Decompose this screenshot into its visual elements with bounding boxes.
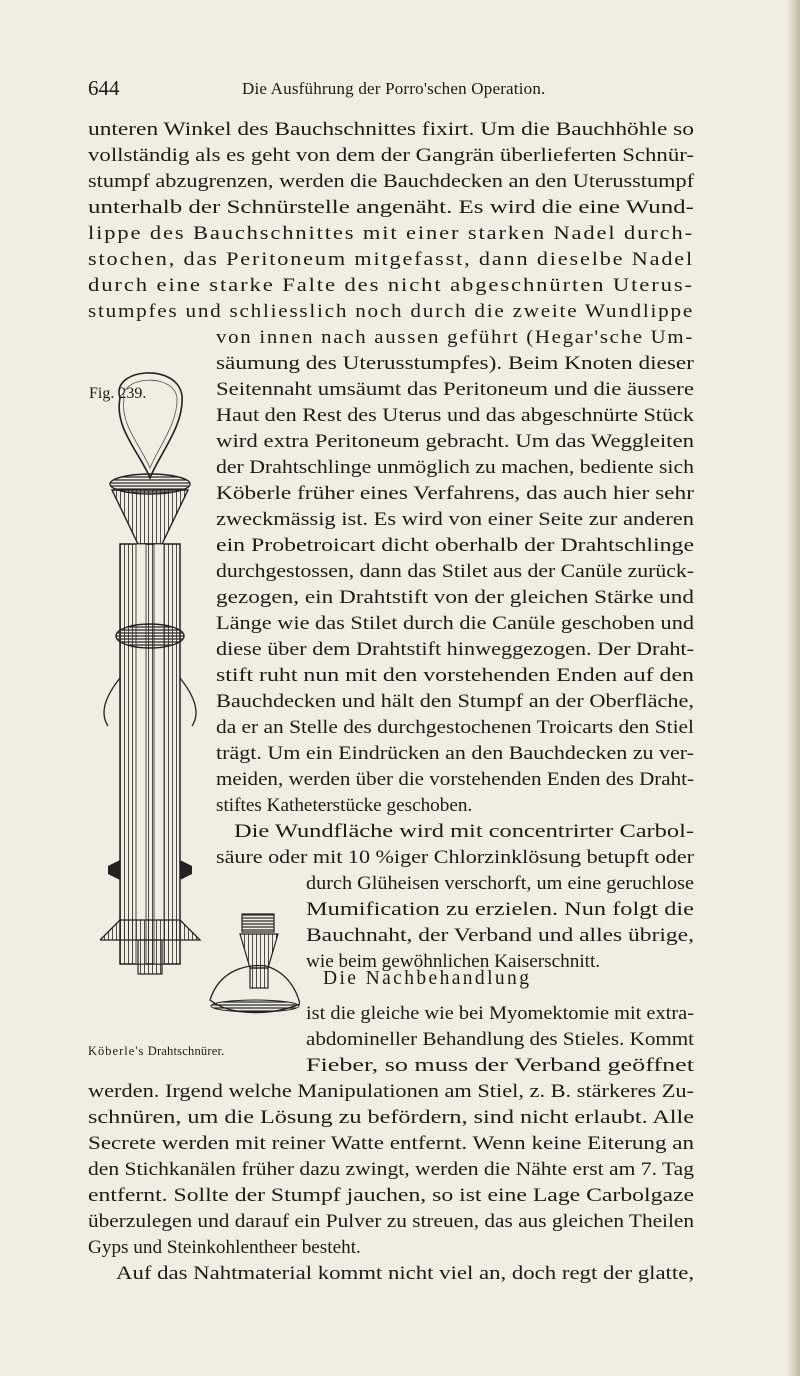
text-line: durchgestossen, dann das Stilet aus der Canüle zurück-: [216, 561, 695, 582]
text-line: wie beim gewöhnlichen Kaiserschnitt.: [306, 951, 601, 972]
text-line: Fieber, so muss der Verband geöffnet: [306, 1055, 695, 1076]
text-line: trägt. Um ein Eindrücken an den Bauchdecken zu ver-: [216, 743, 695, 764]
figure-label: Fig. 239.: [89, 385, 147, 402]
text-line: schnüren, um die Lösung zu befördern, sind nicht erlaubt. Alle: [88, 1107, 694, 1128]
text-line: gezogen, ein Drahtstift von der gleichen Stärke und: [216, 587, 694, 608]
text-line: durch eine starke Falte des nicht abgeschnürten Uterus-: [88, 275, 694, 296]
text-line: der Drahtschlinge unmöglich zu machen, bediente sich: [216, 457, 695, 478]
drahtschnuerer-illustration: [100, 368, 300, 1020]
text-line: entfernt. Sollte der Stumpf jauchen, so ist eine Lage Carbolgaze: [88, 1185, 695, 1206]
text-line: säure oder mit 10 %iger Chlorzinklösung betupft oder: [216, 847, 694, 868]
page-edge: [786, 0, 800, 1376]
text-line: werden. Irgend welche Manipulationen am Stiel, z. B. stärkeres Zu-: [88, 1081, 695, 1102]
text-line: Bauchdecken und hält den Stumpf an der Oberfläche,: [216, 691, 695, 712]
text-line: diese über dem Drahtstift hinweggezogen. Der Draht-: [216, 639, 694, 660]
running-title: Die Ausführung der Porro'schen Operation.: [242, 79, 546, 98]
text-line: lippe des Bauchschnittes mit einer starken Nadel durch-: [88, 223, 694, 244]
page-number: 644: [88, 76, 120, 100]
text-line: Haut den Rest des Uterus und das abgeschnürte Stück: [216, 405, 694, 426]
text-line: ein Probetroicart dicht oberhalb der Drahtschlinge: [216, 535, 695, 556]
text-line: durch Glüheisen verschorft, um eine geruchlose: [306, 873, 695, 894]
text-line: unterhalb der Schnürstelle angenäht. Es wird die eine Wund-: [88, 197, 694, 218]
text-line: stumpfes und schliesslich noch durch die zweite Wundlippe: [88, 301, 694, 322]
text-line: meiden, werden über die vorstehenden Enden des Draht-: [216, 769, 695, 790]
text-line: wird extra Peritoneum gebracht. Um das Weggleiten: [216, 431, 694, 452]
section-heading: Die Nachbehandlung: [323, 968, 532, 989]
text-line: ist die gleiche wie bei Myomektomie mit extra-: [306, 1003, 694, 1024]
text-line: stiftes Katheterstücke geschoben.: [216, 795, 473, 816]
text-line: stift ruht nun mit den vorstehenden Enden auf den: [216, 665, 694, 686]
text-line: abdomineller Behandlung des Stieles. Kommt: [306, 1029, 695, 1050]
text-line: da er an Stelle des durchgestochenen Troicarts den Stiel: [216, 717, 694, 738]
text-line: unteren Winkel des Bauchschnittes fixirt. Um die Bauchhöhle so: [88, 119, 694, 140]
text-line: von innen nach aussen geführt (Hegar'sche Um-: [216, 327, 695, 348]
text-line: Secrete werden mit reiner Watte entfernt. Wenn keine Eiterung an: [88, 1133, 695, 1154]
figure-caption-rest: Drahtschnürer.: [147, 1044, 225, 1058]
figure-caption-name: Köberle's: [88, 1044, 145, 1058]
text-line: stumpf abzugrenzen, werden die Bauchdecken an den Uterusstumpf: [88, 171, 694, 192]
text-line: Seitennaht umsäumt das Peritoneum und die äussere: [216, 379, 694, 400]
figure-caption: [88, 1044, 224, 1059]
text-line: Mumification zu erzielen. Nun folgt die: [306, 899, 694, 920]
text-line: Bauchnaht, der Verband und alles übrige,: [306, 925, 695, 946]
text-line: vollständig als es geht von dem der Gangrän überlieferten Schnür-: [88, 145, 694, 166]
text-line: überzulegen und darauf ein Pulver zu streuen, das aus gleichen Theilen: [88, 1211, 695, 1232]
text-line: den Stichkanälen früher dazu zwingt, werden die Nähte erst am 7. Tag: [88, 1159, 694, 1180]
text-line: Auf das Nahtmaterial kommt nicht viel an, doch regt der glatte,: [116, 1263, 695, 1284]
text-line: Länge wie das Stilet durch die Canüle geschoben und: [216, 613, 694, 634]
text-line: Köberle früher eines Verfahrens, das auch hier sehr: [216, 483, 694, 504]
text-line: zweckmässig ist. Es wird von einer Seite zur anderen: [216, 509, 694, 530]
text-line: Gyps und Steinkohlentheer besteht.: [88, 1237, 361, 1258]
text-line: säumung des Uterusstumpfes). Beim Knoten dieser: [216, 353, 694, 374]
text-line: stochen, das Peritoneum mitgefasst, dann dieselbe Nadel: [88, 249, 695, 270]
page-header: [88, 76, 788, 106]
text-line: Die Wundfläche wird mit concentrirter Carbol-: [234, 821, 694, 842]
